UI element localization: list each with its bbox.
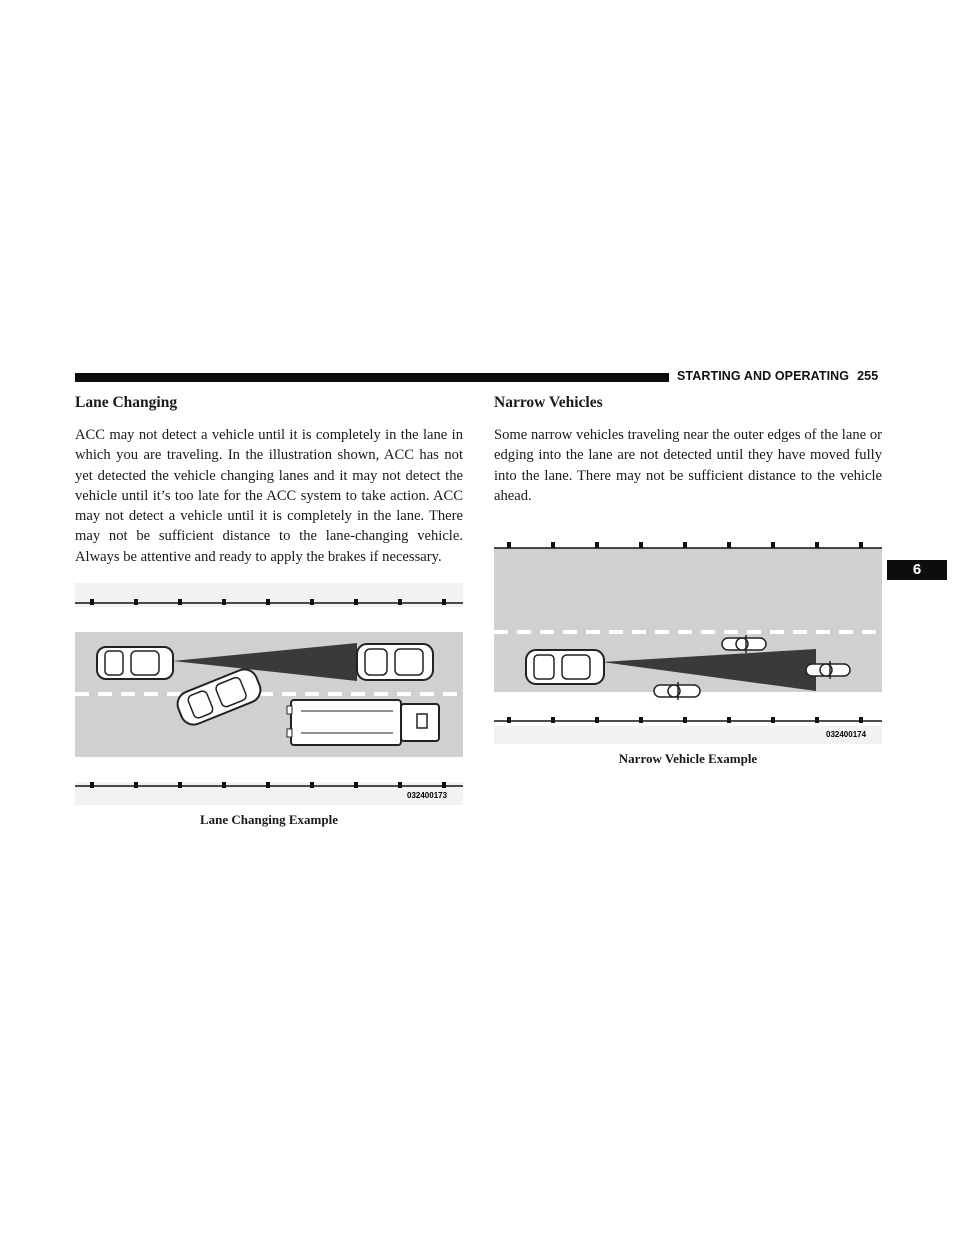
own-car-icon: [97, 647, 173, 679]
own-car-icon: [526, 650, 604, 684]
narrow-vehicles-paragraph: Some narrow vehicles traveling near the outer edges of the lane or edging into the lane are not detected until they have moved fully into the lane. There may not be sufficient distance to the vehicle ahead.: [494, 427, 882, 504]
motorcycle-icon: [806, 661, 850, 679]
motorcycle-icon: [722, 635, 766, 653]
narrow-vehicle-figure: [494, 522, 882, 767]
header-bar: [75, 373, 669, 382]
lane-changing-heading: Lane Changing: [75, 394, 178, 411]
narrow-vehicle-illustration: [494, 522, 882, 744]
motorcycle-icon: [654, 682, 700, 700]
lane-changing-paragraph: ACC may not detect a vehicle until it is completely in the lane in which you are traveling. In the illustration shown, ACC has not yet detected the vehicle changing lanes and it may not detect the vehicle until it’s too late for the ACC system to take action. ACC may not detect a vehicle until it is completely in the lane. There may not be sufficient distance to the lane-changing vehicle. Always be attentive and ready to apply the brakes if necessary.: [75, 427, 463, 565]
right-column: [494, 393, 882, 767]
page-number: 255: [857, 369, 879, 383]
narrow-vehicle-caption: Narrow Vehicle Example: [618, 751, 758, 767]
section-title: STARTING AND OPERATING: [677, 369, 850, 383]
figure-code: 032400174: [826, 730, 867, 740]
left-column: [75, 393, 463, 828]
running-header: [677, 369, 878, 383]
figure-code: 032400173: [407, 791, 448, 801]
narrow-vehicles-heading: Narrow Vehicles: [494, 394, 603, 411]
truck-icon: [287, 700, 439, 745]
lane-changing-illustration: [75, 583, 463, 805]
lead-car-icon: [357, 644, 433, 680]
lane-changing-caption: Lane Changing Example: [200, 812, 338, 828]
lane-changing-figure: [75, 583, 463, 828]
chapter-tab: 6: [887, 560, 947, 580]
